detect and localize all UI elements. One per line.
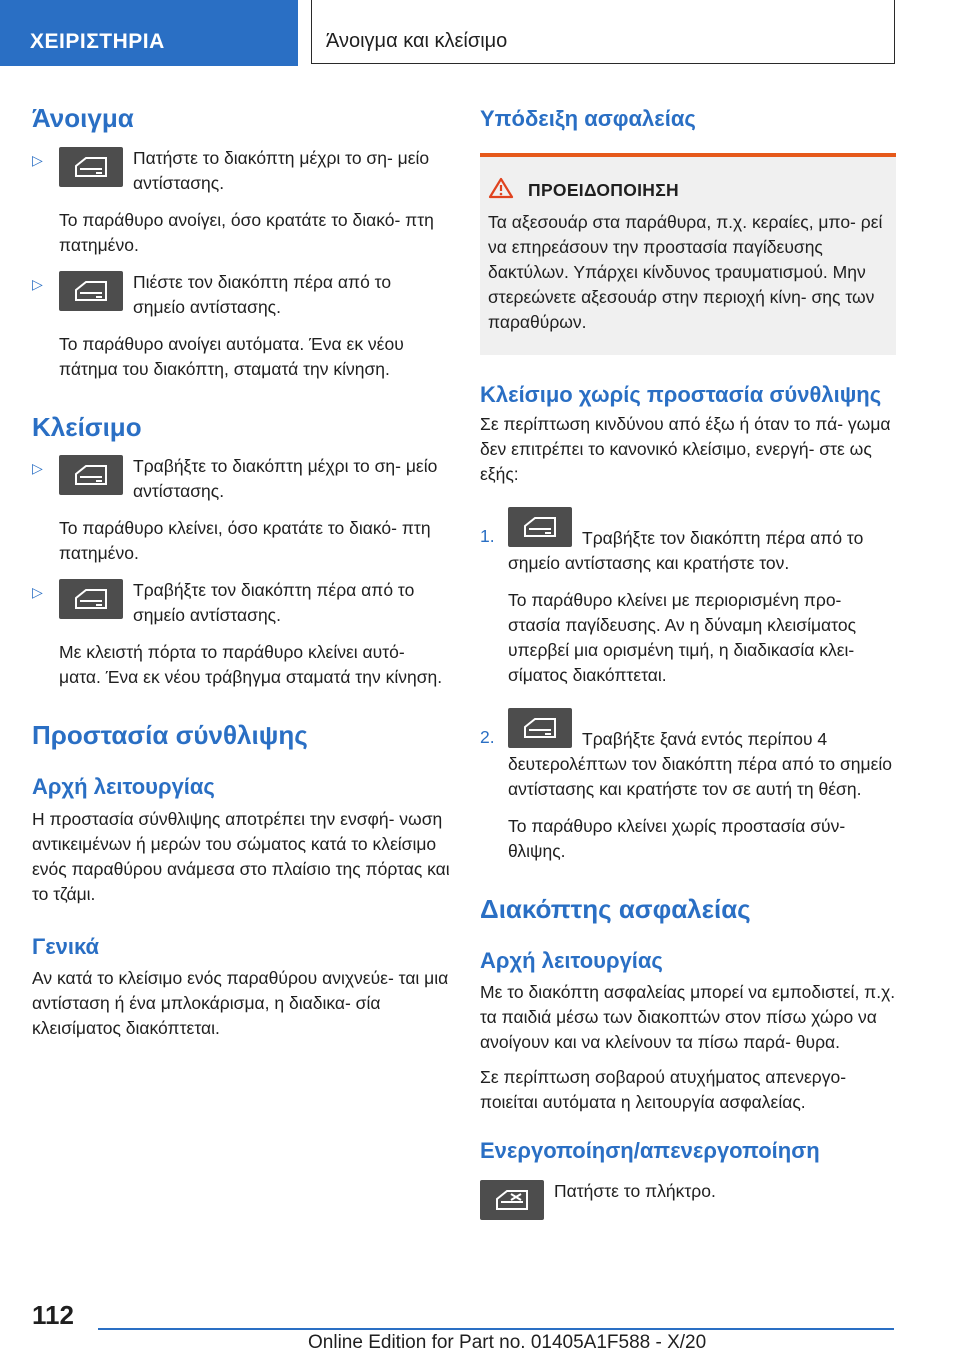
subheading-toggle: Ενεργοποίηση/απενεργοποίηση — [480, 1138, 820, 1164]
step-number: 2. — [480, 727, 495, 747]
step-result: Το παράθυρο ανοίγει, όσο κρατάτε το διακό‐ πτη πατημένο. — [59, 209, 434, 255]
principle-text: Η προστασία σύνθλιψης αποτρέπει την ενσφή‐ νωση αντικειμένων ή μερών του σώματος κατά το κλείσιμο ενός παραθύρου ανάμεσα στο πλαίσιο της πόρτας και το τζάμι. — [32, 808, 450, 904]
toggle-step — [480, 1179, 896, 1220]
warning-title — [488, 177, 888, 204]
subheading-principle: Αρχή λειτουργίας — [32, 774, 215, 800]
warning-triangle-icon — [488, 177, 514, 204]
step-number: 1. — [480, 526, 495, 546]
left-column — [32, 100, 450, 1041]
warning-box — [480, 153, 896, 355]
step-close-1 — [32, 454, 450, 504]
step-instruction-text: Τραβήξτε ξανά εντός περίπου 4 δευτερολέπτων τον διακόπτη πέρα από το σημείο αντίστασης και κρατήστε τον σε αυτή τη θέση. — [508, 729, 893, 799]
window-switch-icon — [59, 147, 123, 187]
step-open-2 — [32, 270, 450, 320]
general-text: Αν κατά το κλείσιμο ενός παραθύρου ανιχνεύε‐ ται μια αντίσταση ή ένα μπλοκάρισμα, η διαδικα‐ σία κλεισίματος διακόπτεται. — [32, 968, 449, 1039]
edition-footer: Online Edition for Part no. 01405A1F588 - X/20 — [308, 1332, 707, 1353]
warning-text: Τα αξεσουάρ στα παράθυρα, π.χ. κεραίες, μπο‐ ρεί να επηρεάσουν την προστασία παγίδευσης δακτύλων. Υπάρχει κίνδυνος τραυματισμού. Μην στερεώνετε αξεσουάρ στην περιοχή κίνη‐ σης των παραθύρων. — [488, 211, 883, 332]
right-column — [480, 100, 896, 1220]
subheading-general: Γενικά — [32, 933, 100, 959]
step-instruction: Πατήστε το διακόπτη μέχρι το ση‐ μείο αντίστασης. — [133, 147, 430, 193]
switch-principle-text: Με το διακόπτη ασφαλείας μπορεί να εμποδιστεί, π.χ. τα παιδιά μέσω των διακοπτών στον πίσω χώρο να ανοίγουν και να κλείνουν τα πίσω παρά‐ θυρα. — [480, 982, 896, 1053]
window-switch-icon — [59, 271, 123, 311]
step-instruction: Τραβήξτε το διακόπτη μέχρι το ση‐ μείο αντίστασης. — [133, 456, 438, 502]
heading-safety-note: Υπόδειξη ασφαλείας — [480, 106, 696, 131]
heading-pinch-protection: Προστασία σύνθλιψης — [32, 720, 308, 751]
step-result: Με κλειστή πόρτα το παράθυρο κλείνει αυτό‐ ματα. Ένα εκ νέου τράβηγμα σταματά την κίνηση. — [59, 642, 443, 688]
footer-divider — [98, 1328, 894, 1330]
step-instruction: Τραβήξτε τον διακόπτη πέρα από το σημείο αντίστασης. — [133, 580, 415, 626]
triangle-right-icon: ▷ — [32, 275, 43, 292]
page-header — [0, 0, 960, 66]
heading-closing: Κλείσιμο — [32, 411, 142, 442]
step-instruction-text: Τραβήξτε τον διακόπτη πέρα από το σημείο αντίστασης και κρατήστε τον. — [508, 528, 864, 573]
chapter-title: Άνοιγμα και κλείσιμο — [311, 0, 895, 64]
step-result: Το παράθυρο κλείνει, όσο κρατάτε το διακό‐ πτη πατημένο. — [59, 518, 431, 564]
heading-close-without-protection: Κλείσιμο χωρίς προστασία σύνθλιψης — [480, 381, 882, 407]
window-switch-icon — [508, 708, 572, 748]
step-open-1 — [32, 146, 450, 196]
warning-label: ΠΡΟΕΙΔΟΠΟΙΗΣΗ — [528, 179, 679, 200]
page-number: 112 — [32, 1300, 74, 1330]
step-result: Το παράθυρο ανοίγει αυτόματα. Ένα εκ νέου πάτημα του διακόπτη, σταματά την κίνηση. — [59, 333, 404, 379]
heading-opening: Άνοιγμα — [32, 103, 134, 133]
window-switch-icon — [59, 579, 123, 619]
triangle-right-icon: ▷ — [32, 460, 43, 477]
section-tab: ΧΕΙΡΙΣΤΗΡΙΑ — [0, 0, 298, 66]
switch-principle-text-2: Σε περίπτωση σοβαρού ατυχήματος απενεργο‐ ποιείται αυτόματα η λειτουργία ασφαλείας. — [480, 1067, 847, 1113]
window-lock-switch-icon — [480, 1180, 544, 1220]
step-close-2 — [32, 578, 450, 628]
step-result: Το παράθυρο κλείνει με περιορισμένη προ‐ στασία παγίδευσης. Αν η δύναμη κλεισίματος υπερβεί μια ορισμένη τιμή, η διαδικασία κλει‐ σίματος διακόπτεται. — [508, 590, 857, 685]
step-instruction: Πιέστε τον διακόπτη πέρα από το σημείο αντίστασης. — [133, 271, 392, 317]
heading-safety-switch: Διακόπτης ασφαλείας — [480, 894, 751, 924]
triangle-right-icon: ▷ — [32, 151, 43, 168]
subheading-principle: Αρχή λειτουργίας — [480, 947, 663, 973]
step-result: Το παράθυρο κλείνει χωρίς προστασία σύν‐ θλιψης. — [508, 816, 846, 861]
noprot-intro: Σε περίπτωση κινδύνου από έξω ή όταν το πά‐ γωμα δεν επιτρέπει το κανονικό κλείσιμο, ενεργή‐ στε ως εξής: — [480, 414, 891, 484]
triangle-right-icon: ▷ — [32, 584, 43, 601]
window-switch-icon — [59, 455, 123, 495]
window-switch-icon — [508, 507, 572, 547]
toggle-text: Πατήστε το πλήκτρο. — [554, 1180, 716, 1201]
